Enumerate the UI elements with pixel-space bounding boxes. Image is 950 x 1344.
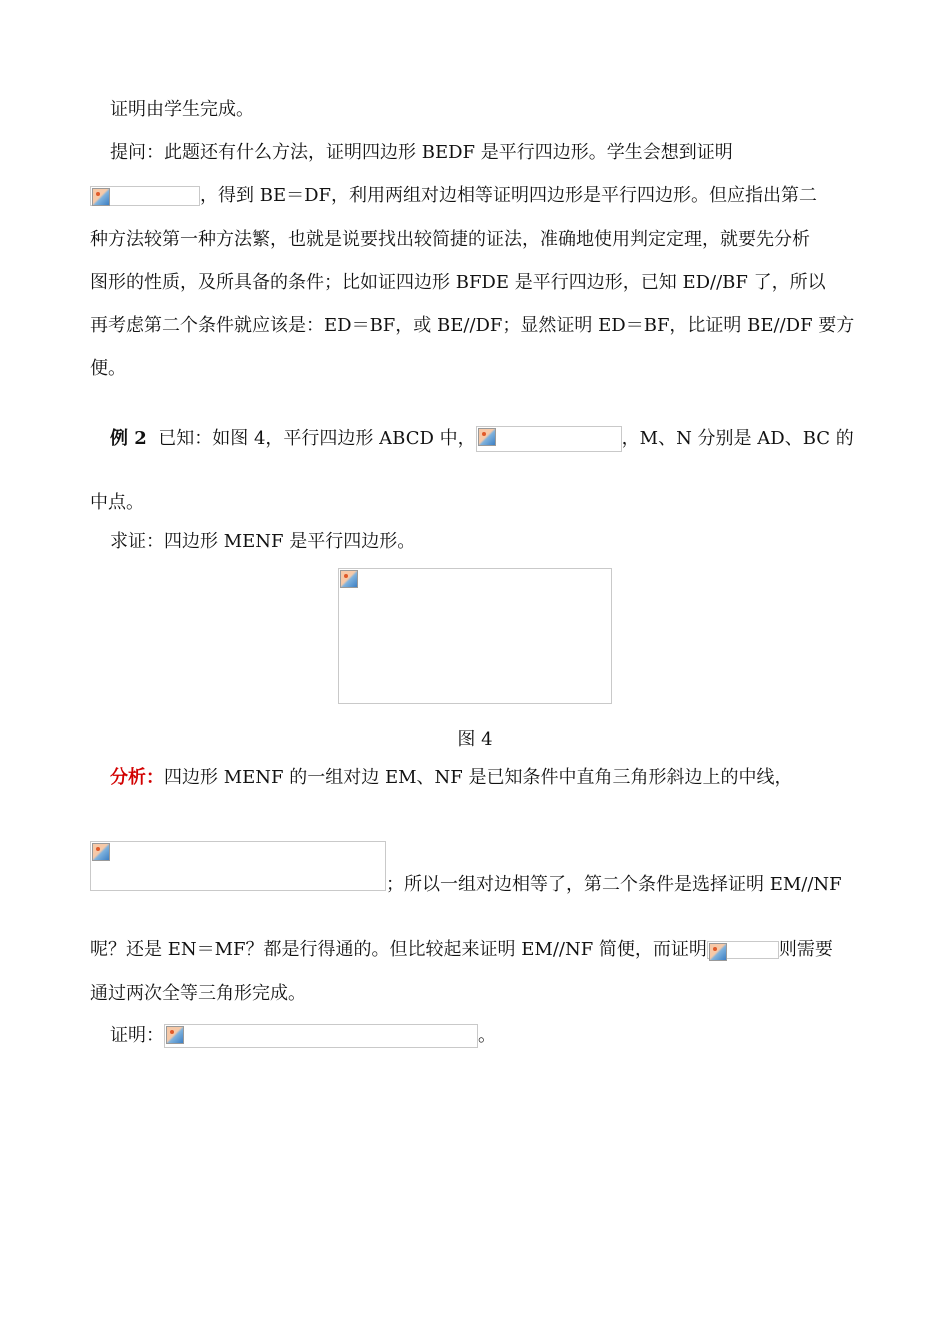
text-run: 则需要 bbox=[778, 939, 833, 960]
analysis-line3 bbox=[90, 938, 860, 962]
example-label: 例 2 bbox=[110, 428, 147, 449]
text-run: 四边形 MENF 的一组对边 EM、NF 是已知条件中直角三角形斜边上的中线， bbox=[164, 767, 793, 788]
paragraph-proof-by-student: 证明由学生完成。 bbox=[110, 99, 254, 120]
text-run: 已知：如图 4，平行四边形 ABCD 中， bbox=[158, 428, 476, 449]
broken-image-icon bbox=[166, 1026, 184, 1044]
text-run: 。 bbox=[478, 1025, 496, 1046]
text-run: ，M、N 分别是 AD、BC 的 bbox=[621, 428, 854, 449]
broken-image-icon bbox=[340, 570, 358, 588]
formula-image bbox=[90, 186, 200, 206]
analysis-formula-wrap bbox=[90, 841, 386, 891]
formula-image bbox=[476, 426, 622, 452]
example2-line1 bbox=[110, 426, 860, 452]
paragraph-question-line5: 再考虑第二个条件就应该是：ED＝BF，或 BE//DF；显然证明 ED＝BF，比证明 BE//DF 要方 bbox=[90, 315, 855, 336]
text-run: ，得到 BE＝DF，利用两组对边相等证明四边形是平行四边形。但应指出第二 bbox=[200, 185, 818, 206]
paragraph-question-line4: 图形的性质，及所具备的条件；比如证四边形 BFDE 是平行四边形，已知 ED//BF 了，所以 bbox=[90, 272, 826, 293]
proof-label: 证明： bbox=[110, 1025, 164, 1046]
text-run: 呢？还是 EN＝MF？都是行得通的。但比较起来证明 EM//NF 简便，而证明 bbox=[90, 939, 707, 960]
analysis-label: 分析： bbox=[110, 767, 164, 788]
paragraph-question-line2 bbox=[90, 184, 860, 208]
formula-image bbox=[164, 1024, 478, 1048]
figure-4-image-wrap bbox=[338, 568, 612, 704]
proof-line bbox=[110, 1024, 860, 1048]
analysis-line4: 通过两次全等三角形完成。 bbox=[90, 983, 306, 1004]
analysis-line2: ；所以一组对边相等了，第二个条件是选择证明 EM//NF bbox=[386, 874, 842, 895]
paragraph-question-line1: 提问：此题还有什么方法，证明四边形 BEDF 是平行四边形。学生会想到证明 bbox=[110, 142, 733, 163]
formula-image bbox=[707, 941, 779, 959]
broken-image-icon bbox=[709, 943, 727, 961]
paragraph-question-line6: 便。 bbox=[90, 358, 126, 379]
example2-prove: 求证：四边形 MENF 是平行四边形。 bbox=[110, 531, 416, 552]
broken-image-icon bbox=[92, 188, 110, 206]
analysis-line1 bbox=[110, 766, 860, 790]
example2-line2: 中点。 bbox=[90, 492, 144, 513]
figure-caption: 图 4 bbox=[457, 729, 493, 750]
broken-image-icon bbox=[478, 428, 496, 446]
broken-image-icon bbox=[92, 843, 110, 861]
paragraph-question-line3: 种方法较第一种方法繁，也就是说要找出较简捷的证法，准确地使用判定定理，就要先分析 bbox=[90, 229, 810, 250]
figure-4-image bbox=[338, 568, 612, 704]
formula-image bbox=[90, 841, 386, 891]
